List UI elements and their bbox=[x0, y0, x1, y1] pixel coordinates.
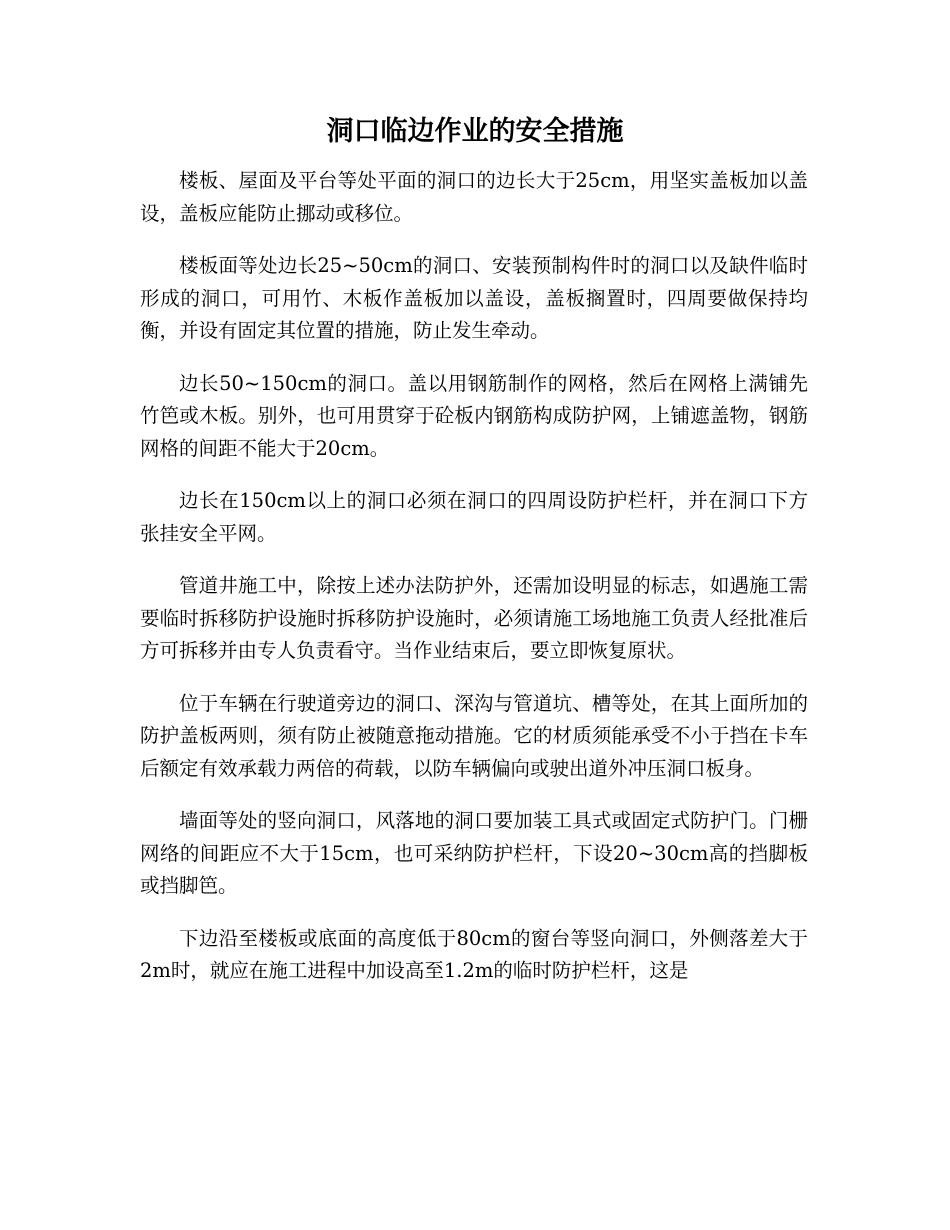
paragraph: 下边沿至楼板或底面的高度低于80cm的窗台等竖向洞口，外侧落差大于2m时，就应在施工进程中加设高至1.2m的临时防护栏杆，这是 bbox=[140, 926, 808, 982]
paragraph: 墙面等处的竖向洞口，风落地的洞口要加装工具式或固定式防护门。门栅网络的间距应不大于15cm，也可采纳防护栏杆，下设20~30cm高的挡脚板或挡脚笆。 bbox=[140, 809, 808, 897]
paragraph: 位于车辆在行驶道旁边的洞口、深沟与管道坑、槽等处，在其上面所加的防护盖板两则，须有防止被随意拖动措施。它的材质须能承受不小于挡在卡车后额定有效承载力两倍的荷载，以防车辆偏向或驶出道外冲压洞口板身。 bbox=[140, 691, 808, 780]
paragraph: 边长在150cm以上的洞口必须在洞口的四周设防护栏杆，并在洞口下方张挂安全平网。 bbox=[140, 489, 808, 545]
paragraph: 管道井施工中，除按上述办法防护外，还需加设明显的标志，如遇施工需要临时拆移防护设施时拆移防护设施时，必须请施工场地施工负责人经批准后方可拆移并由专人负责看守。当作业结束后，要立即恢复原状。 bbox=[140, 574, 808, 662]
paragraph: 楼板、屋面及平台等处平面的洞口的边长大于25cm，用坚实盖板加以盖设，盖板应能防止挪动或移位。 bbox=[140, 169, 808, 225]
document-title: 洞口临边作业的安全措施 bbox=[326, 116, 624, 147]
paragraph: 边长50~150cm的洞口。盖以用钢筋制作的网格，然后在网格上满铺先竹笆或木板。别外，也可用贯穿于砼板内钢筋构成防护网，上铺遮盖物，钢筋网格的间距不能大于20cm。 bbox=[140, 371, 808, 460]
paragraph: 楼板面等处边长25~50cm的洞口、安装预制构件时的洞口以及缺件临时形成的洞口，可用竹、木板作盖板加以盖设，盖板搁置时，四周要做保持均衡，并设有固定其位置的措施，防止发生牵动。 bbox=[140, 254, 808, 342]
document-body bbox=[140, 165, 808, 1008]
